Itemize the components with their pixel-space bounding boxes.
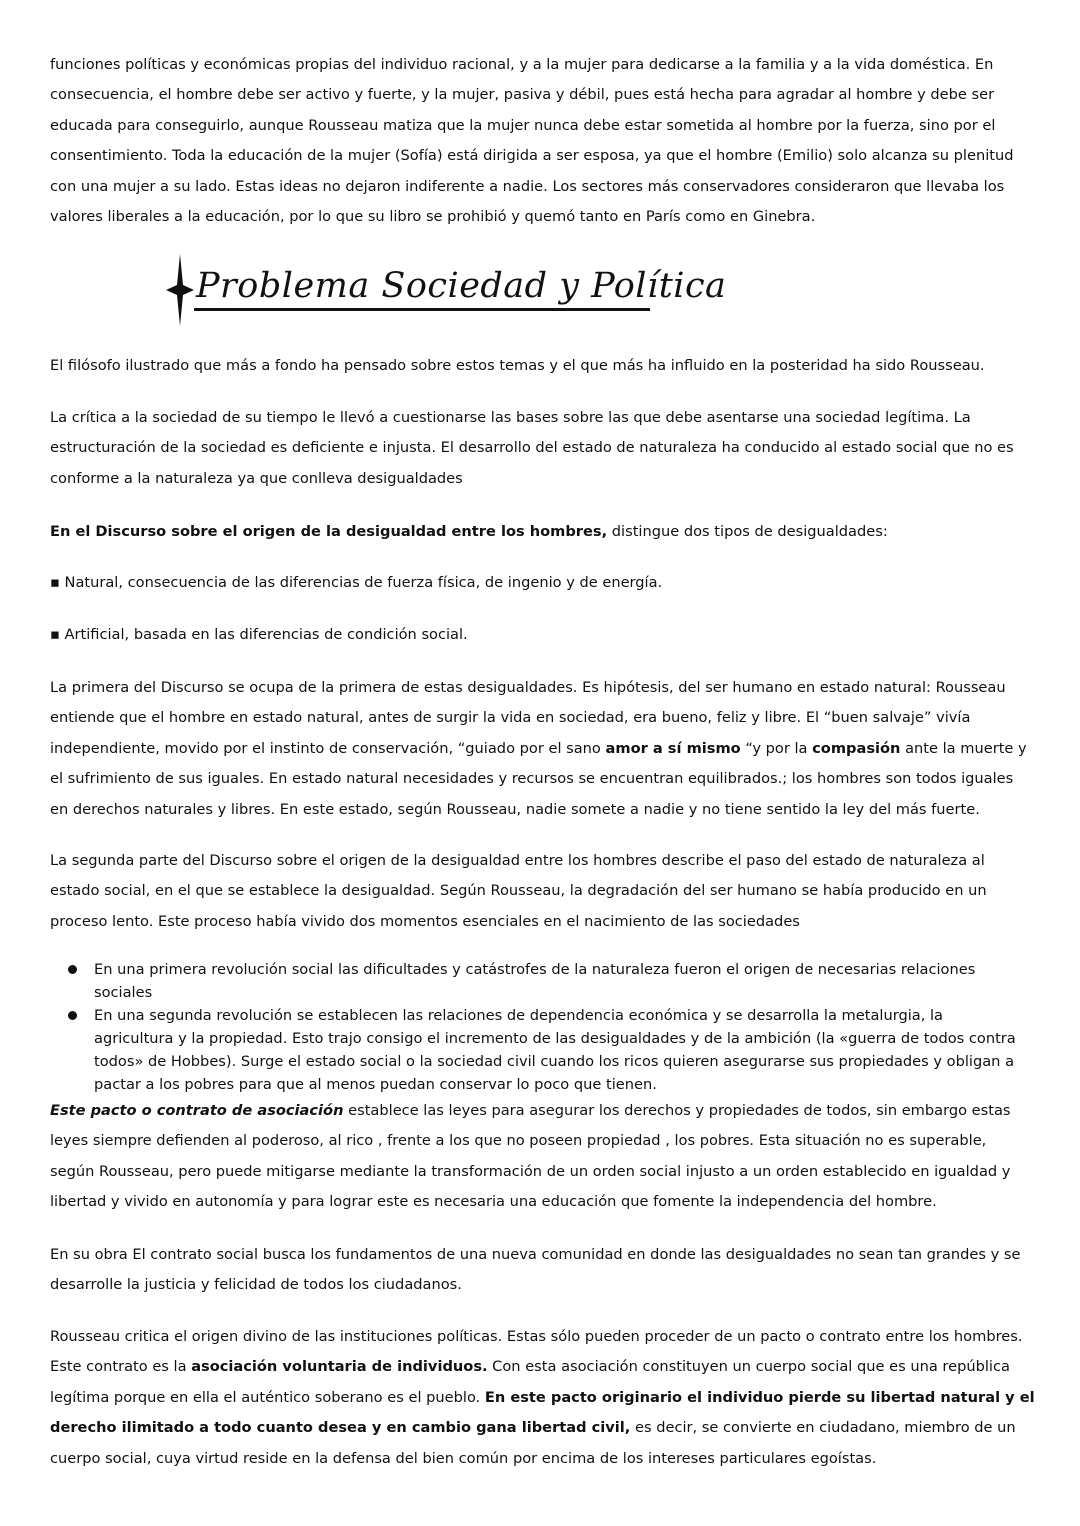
intro-paragraph: funciones políticas y económicas propias del individuo racional, y a la mujer para dedicarse a la familia y a la vida doméstica. En consecuencia, el hombre debe ser activo y fuerte, y la mujer, pasiva y débil, pues está hecha para agradar al hombre y debe ser educada para conseguirlo, aunque Rousseau matiza que la mujer nunca debe estar sometida al hombre por la fuerza, sino por el consentimiento. Toda la educación de la mujer (Sofía) está dirigida a ser esposa, ya que el hombre (Emilio) solo alcanza su plenitud con una mujer a su lado. Estas ideas no dejaron indiferente a nadie. Los sectores más conservadores consideraron que llevaba los valores liberales a la educación, por lo que su libro se prohibió y quemó tanto en París como en Ginebra. bbox=[50, 56, 1014, 226]
paragraph-pact: Este pacto o contrato de asociación establece las leyes para asegurar los derechos y propiedades de todos, sin embargo estas leyes siempre defienden al poderoso, al rico , frente a los que no poseen propiedad , los pobres. Esta situación no es superable, según Rousseau, pero puede mitigarse mediante la transformación de un orden social injusto a un orden establecido en igualdad y libertad y vivido en autonomía y para lograr este es necesaria una educación que fomente la independencia del hombre. bbox=[50, 1102, 1011, 1211]
section-heading bbox=[160, 252, 727, 328]
paragraph-discourse: En el Discurso sobre el origen de la desigualdad entre los hombres, distingue dos tipos de desigualdades: bbox=[50, 523, 888, 540]
sparkle-star-icon bbox=[160, 252, 196, 328]
bullet-icon bbox=[68, 1011, 77, 1020]
list-item-artificial: ▪ Artificial, basada en las diferencias de condición social. bbox=[50, 626, 468, 643]
revolutions-list bbox=[62, 958, 1027, 1096]
paragraph-rousseau-intro: El filósofo ilustrado que más a fondo ha pensado sobre estos temas y el que más ha influido en la posteridad ha sido Rousseau. bbox=[50, 357, 985, 374]
paragraph-natural-state: La primera del Discurso se ocupa de la primera de estas desigualdades. Es hipótesis, del ser humano en estado natural: Rousseau entiende que el hombre en estado natural, antes de surgir la vida en sociedad, era bueno, feliz y libre. El “buen salvaje” vivía independiente, movido por el instinto de conservación, “guiado por el sano amor a sí mismo “y por la compasión ante la muerte y el sufrimiento de sus iguales. En estado natural necesidades y recursos se encuentran equilibrados.; los hombres son todos iguales en derechos naturales y libres. En este estado, según Rousseau, nadie somete a nadie y no tiene sentido la ley del más fuerte. bbox=[50, 679, 1027, 818]
paragraph-social-contract: En su obra El contrato social busca los fundamentos de una nueva comunidad en donde las desigualdades no sean tan grandes y se desarrolle la justicia y felicidad de todos los ciudadanos. bbox=[50, 1246, 1021, 1294]
paragraph-voluntary-association: Rousseau critica el origen divino de las instituciones políticas. Estas sólo pueden proceder de un pacto o contrato entre los hombres. Este contrato es la asociación voluntaria de individuos. Con esta asociación constituyen un cuerpo social que es una república legítima porque en ella el auténtico soberano es el pueblo. En este pacto originario el individuo pierde su libertad natural y el derecho ilimitado a todo cuanto desea y en cambio gana libertad civil, es decir, se convierte en ciudadano, miembro de un cuerpo social, cuya virtud reside en la defensa del bien común por encima de los intereses particulares egoístas. bbox=[50, 1328, 1035, 1467]
paragraph-second-part: La segunda parte del Discurso sobre el origen de la desigualdad entre los hombres describe el paso del estado de naturaleza al estado social, en el que se establece la desigualdad. Según Rousseau, la degradación del ser humano se había producido en un proceso lento. Este proceso había vivido dos momentos esenciales en el nacimiento de las sociedades bbox=[50, 852, 987, 930]
paragraph-criticism: La crítica a la sociedad de su tiempo le llevó a cuestionarse las bases sobre las que debe asentarse una sociedad legítima. La estructuración de la sociedad es deficiente e injusta. El desarrollo del estado de naturaleza ha conducido al estado social que no es conforme a la naturaleza ya que conlleva desigualdades bbox=[50, 409, 1014, 487]
section-title: Problema Sociedad y Política bbox=[196, 266, 727, 306]
list-item: En una segunda revolución se establecen las relaciones de dependencia económica y se desarrolla la metalurgia, la agricultura y la propiedad. Esto trajo consigo el incremento de las desigualdades y de la ambición (la «guerra de todos contra todos» de Hobbes). Surge el estado social o la sociedad civil cuando los ricos quieren asegurarse sus propiedades y obligan a pactar a los pobres para que al menos puedan conservar lo poco que tienen. bbox=[62, 1004, 1027, 1096]
title-underline bbox=[194, 308, 650, 311]
list-item-natural: ▪ Natural, consecuencia de las diferencias de fuerza física, de ingenio y de energía. bbox=[50, 574, 663, 591]
list-item: En una primera revolución social las dificultades y catástrofes de la naturaleza fueron el origen de necesarias relaciones sociales bbox=[62, 958, 1027, 1004]
bullet-icon bbox=[68, 965, 77, 974]
